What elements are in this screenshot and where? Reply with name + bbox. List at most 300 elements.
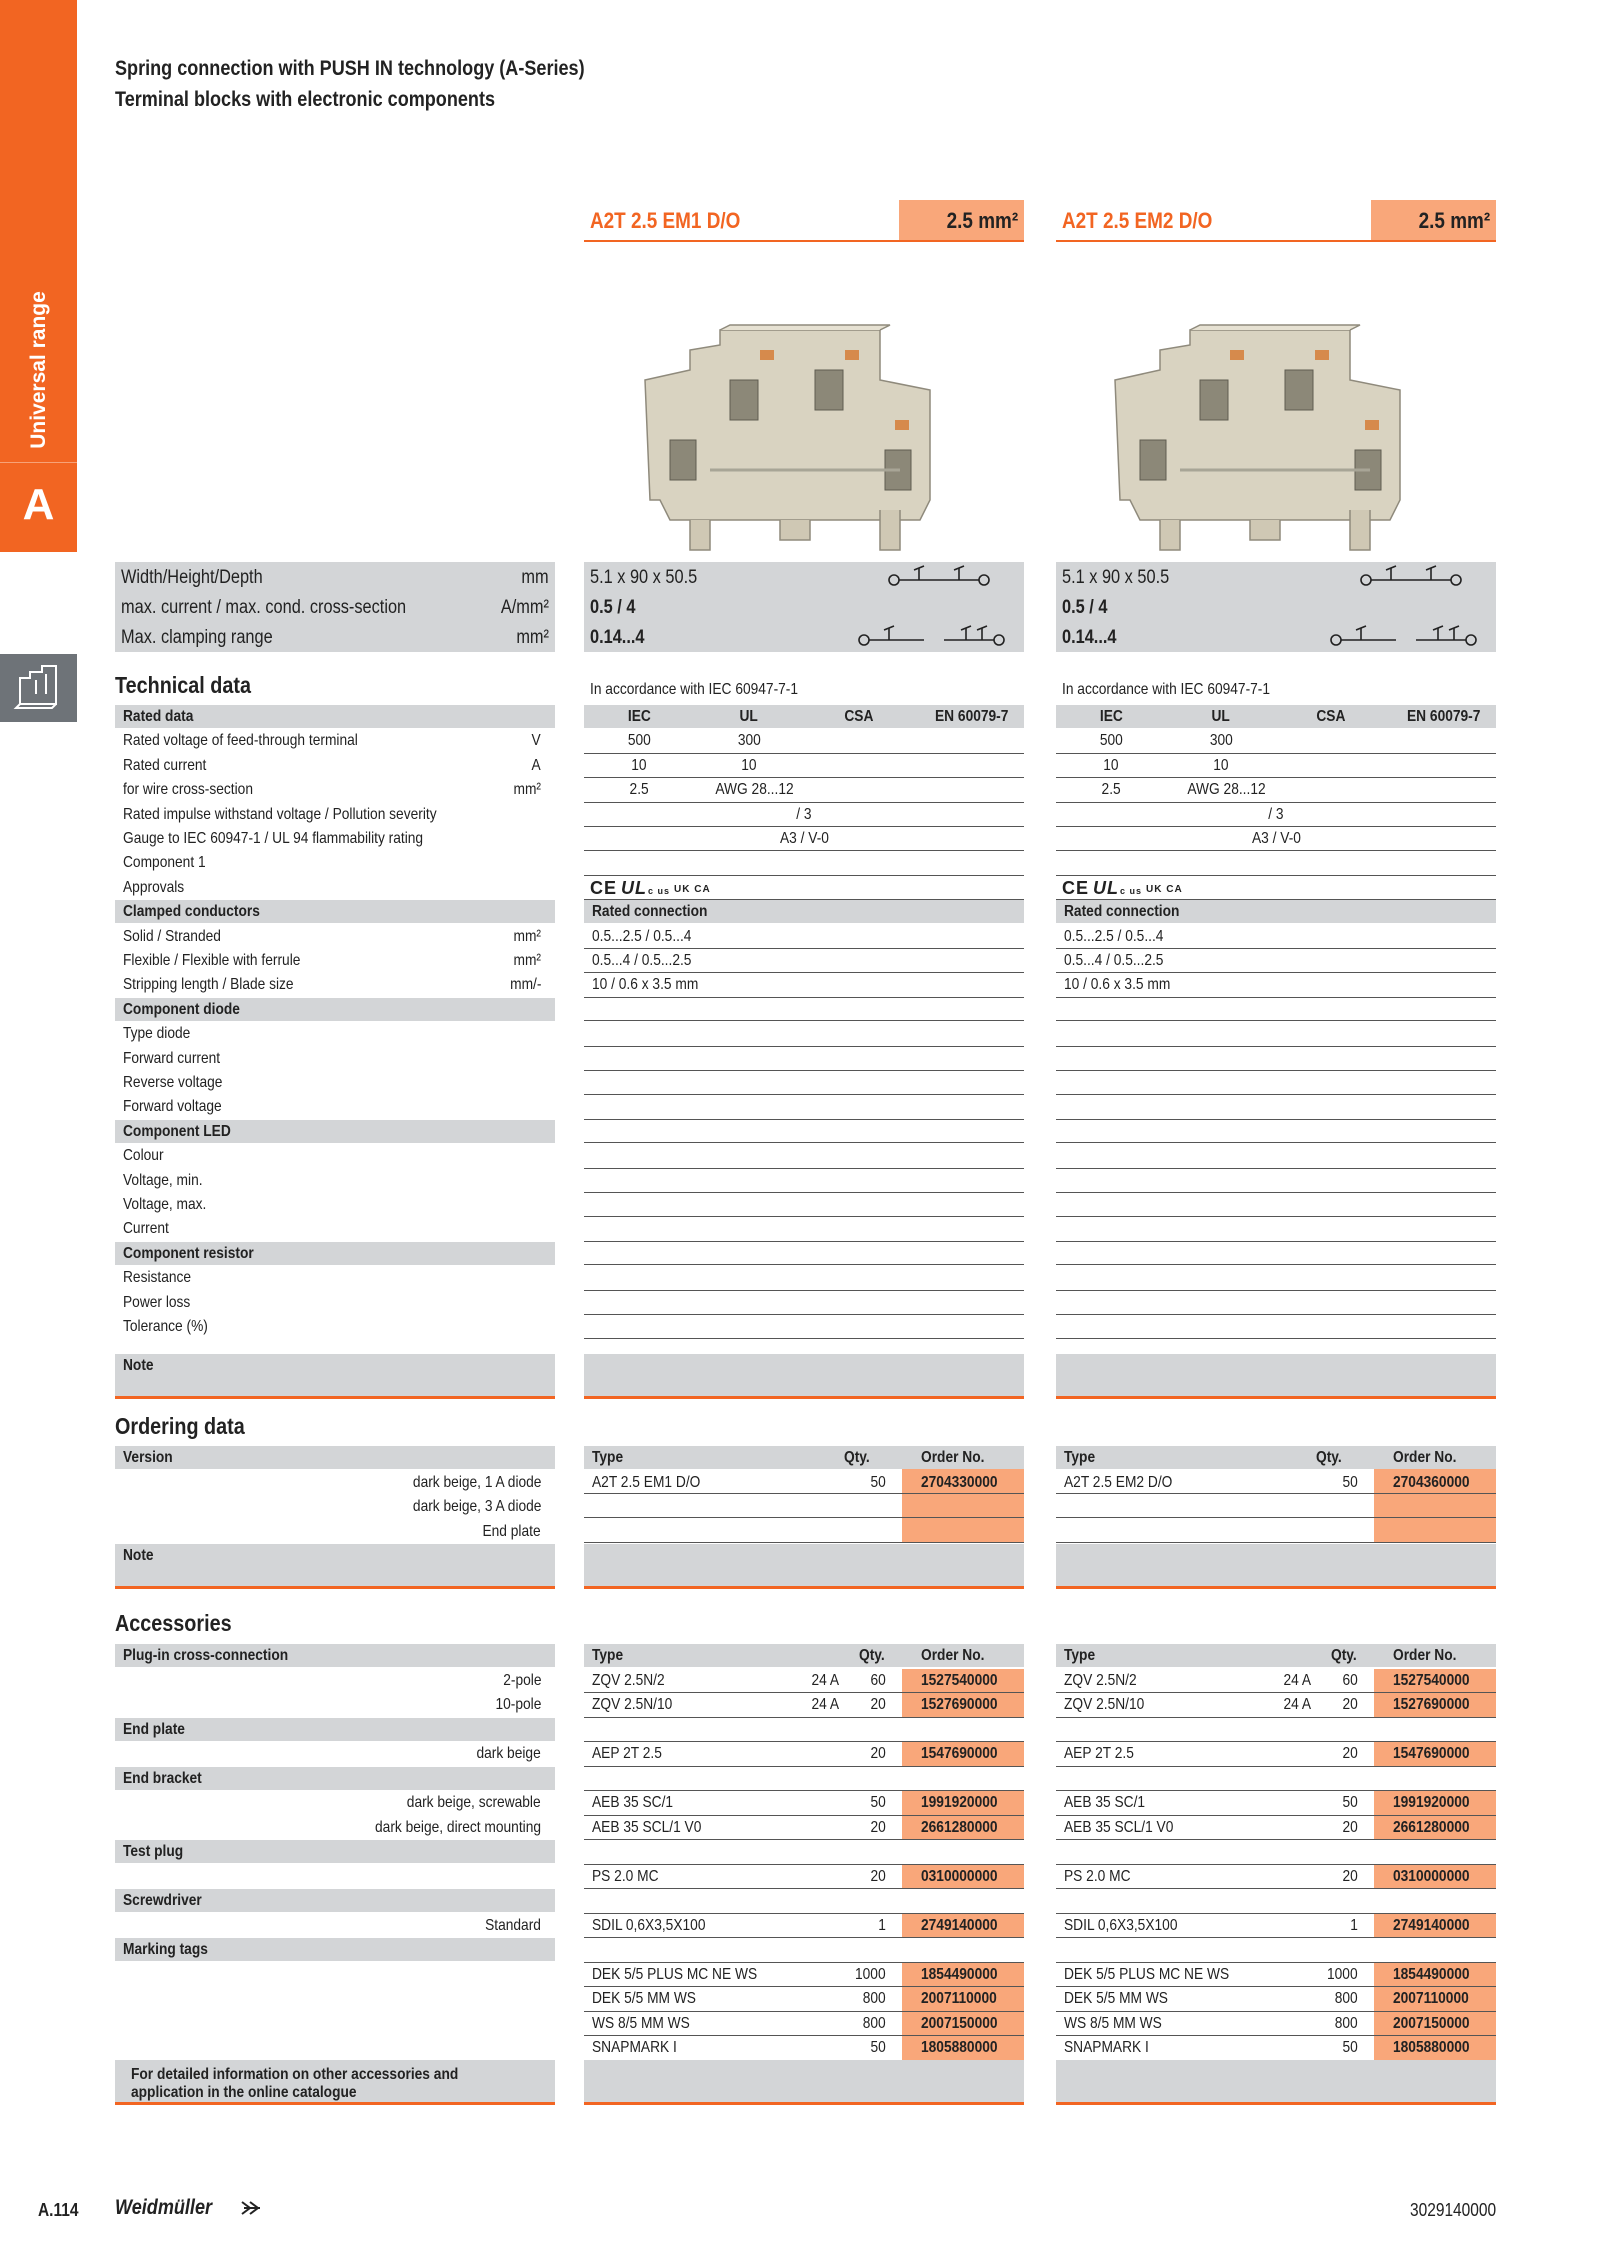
tech-row-label-label: Rated voltage of feed-through terminal bbox=[123, 732, 358, 750]
tech-section-header bbox=[115, 705, 555, 728]
sidebar-letter: A bbox=[22, 480, 55, 529]
acc-order-number-label: 2661280000 bbox=[921, 1818, 998, 1836]
tech-row-label-label: Rated current bbox=[123, 756, 207, 774]
spec-value-label: 0.14...4 bbox=[590, 627, 645, 648]
acc-qty-label: 20 bbox=[870, 1867, 886, 1885]
row-divider bbox=[584, 1314, 1024, 1315]
tech-row-unit bbox=[509, 928, 541, 946]
row-divider bbox=[1056, 1542, 1496, 1543]
order-number bbox=[921, 1474, 1010, 1492]
brand-logo: Weidmüller bbox=[115, 2196, 213, 2219]
acc-section-header bbox=[115, 1644, 555, 1667]
ul-small-mark: c us bbox=[1120, 885, 1143, 896]
acc-order-number-label: 1854490000 bbox=[1393, 1965, 1470, 1983]
tech-row-label-label: Gauge to IEC 60947-1 / UL 94 flammability rating bbox=[123, 830, 424, 847]
acc-order-number bbox=[921, 1745, 1010, 1763]
row-divider bbox=[1056, 1264, 1496, 1265]
span-value bbox=[1176, 830, 1376, 848]
row-divider bbox=[1056, 875, 1496, 876]
iec-value-label: 10 bbox=[631, 756, 647, 774]
rated-connection-value-label: 10 / 0.6 x 3.5 mm bbox=[592, 976, 699, 994]
acc-type bbox=[592, 1966, 784, 1984]
acc-section-header bbox=[115, 1840, 555, 1863]
order-type-label: A2T 2.5 EM2 D/O bbox=[1064, 1473, 1173, 1491]
tech-section-label: Clamped conductors bbox=[123, 903, 260, 921]
iec-value-label: 500 bbox=[627, 732, 651, 750]
ul-mark-icon: UL bbox=[1093, 877, 1120, 898]
acc-item-label bbox=[488, 1696, 541, 1714]
acc-order-number-label: 1991920000 bbox=[921, 1794, 998, 1811]
acc-type bbox=[592, 1868, 669, 1886]
ul-value bbox=[1181, 732, 1261, 750]
acc-amp bbox=[1279, 1672, 1311, 1690]
tech-row-label bbox=[123, 1050, 236, 1068]
acc-type-label: DEK 5/5 MM WS bbox=[1064, 1990, 1168, 2007]
row-divider bbox=[584, 1717, 1024, 1718]
order-col-orderno-label: Order No. bbox=[1393, 1449, 1457, 1466]
iec-value-label: 10 bbox=[1103, 756, 1119, 774]
acc-qty-label: 50 bbox=[1342, 1794, 1358, 1811]
acc-qty bbox=[859, 2015, 886, 2033]
acc-order-number bbox=[921, 1672, 1010, 1690]
acc-footer-note-text2: application in the online catalogue bbox=[131, 2084, 357, 2101]
acc-type-label: WS 8/5 MM WS bbox=[1064, 2014, 1162, 2032]
acc-order-number-label: 1805880000 bbox=[921, 2039, 998, 2056]
wiring-diagram-icon bbox=[854, 562, 1014, 652]
ukca-mark-icon: UK CA bbox=[1146, 884, 1183, 896]
acc-qty bbox=[1340, 1819, 1358, 1837]
row-divider bbox=[1056, 1888, 1496, 1889]
tech-section-header bbox=[115, 1120, 555, 1143]
tech-col-header-label: CSA bbox=[1316, 708, 1346, 725]
acc-type bbox=[592, 2015, 706, 2033]
acc-qty-label: 60 bbox=[870, 1671, 886, 1689]
acc-type-label: AEP 2T 2.5 bbox=[592, 1745, 662, 1762]
acc-amp bbox=[807, 1696, 839, 1714]
acc-order-number-label: 1805880000 bbox=[1393, 2039, 1470, 2056]
acc-qty bbox=[1340, 1794, 1358, 1812]
ce-mark-icon: CE bbox=[1062, 877, 1090, 898]
note-underline bbox=[1056, 2102, 1496, 2105]
acc-type bbox=[1064, 1745, 1145, 1763]
ul-value bbox=[1181, 757, 1261, 775]
acc-type bbox=[1064, 1917, 1196, 1935]
spec-label bbox=[121, 567, 286, 589]
span-value-label: A3 / V-0 bbox=[1251, 830, 1301, 847]
acc-qty-label: 50 bbox=[1342, 2039, 1358, 2056]
tech-row-label bbox=[123, 1196, 220, 1214]
product-header-2 bbox=[1056, 200, 1496, 242]
acc-item-label bbox=[385, 1794, 541, 1812]
acc-qty-label: 50 bbox=[870, 1794, 886, 1811]
acc-order-number bbox=[1393, 1917, 1482, 1935]
acc-order-number-label: 2007110000 bbox=[921, 1990, 997, 2007]
order-col-qty bbox=[1316, 1449, 1346, 1467]
acc-order-number bbox=[1393, 1745, 1482, 1763]
accordance-note-label: In accordance with IEC 60947-7-1 bbox=[1062, 681, 1271, 698]
acc-type-label: WS 8/5 MM WS bbox=[592, 2014, 690, 2032]
span-value bbox=[704, 830, 904, 848]
acc-type-label: AEB 35 SCL/1 V0 bbox=[1064, 1818, 1174, 1836]
ul-value bbox=[1181, 781, 1266, 799]
note-underline bbox=[115, 2102, 555, 2105]
acc-item-label-text: dark beige bbox=[476, 1745, 541, 1762]
acc-type-label: ZQV 2.5N/10 bbox=[1064, 1696, 1145, 1713]
rated-connection-header bbox=[584, 900, 1024, 923]
acc-order-number-label: 1527540000 bbox=[1393, 1671, 1470, 1689]
tech-row-unit-label: A bbox=[531, 756, 541, 774]
order-number bbox=[1393, 1474, 1482, 1492]
tech-row-label-label: Rated impulse withstand voltage / Pollution severity bbox=[123, 805, 437, 823]
acc-item-label bbox=[497, 1672, 541, 1690]
acc-item-label-text: Standard bbox=[485, 1916, 541, 1934]
acc-type bbox=[1064, 2039, 1163, 2057]
order-number-label: 2704330000 bbox=[921, 1473, 998, 1491]
iec-value bbox=[599, 781, 679, 799]
spec-unit bbox=[493, 597, 549, 619]
page-number: A.114 bbox=[38, 2200, 79, 2220]
acc-section-label: End bracket bbox=[123, 1769, 202, 1787]
row-divider bbox=[1056, 1216, 1496, 1217]
tech-row-label bbox=[123, 1025, 201, 1043]
order-col-qty-label: Qty. bbox=[844, 1449, 870, 1466]
acc-qty bbox=[1340, 1672, 1358, 1690]
acc-type-label: SDIL 0,6X3,5X100 bbox=[592, 1916, 706, 1934]
acc-order-number-label: 2661280000 bbox=[1393, 1818, 1470, 1836]
order-col-type bbox=[1064, 1449, 1100, 1467]
tech-row-label bbox=[123, 1172, 216, 1190]
row-divider bbox=[1056, 1717, 1496, 1718]
row-divider bbox=[584, 826, 1024, 827]
acc-order-number bbox=[921, 1966, 1010, 1984]
tech-row-unit-label: V bbox=[531, 732, 541, 750]
approvals-marks bbox=[590, 877, 711, 899]
acc-order-number bbox=[1393, 1868, 1482, 1886]
order-note-band bbox=[115, 1544, 555, 1586]
row-divider bbox=[584, 1070, 1024, 1071]
ul-value bbox=[709, 732, 789, 750]
page-heading-line1: Spring connection with PUSH IN technology (A-Series) bbox=[115, 57, 585, 80]
tech-row-label bbox=[123, 757, 220, 775]
accordance-note-label: In accordance with IEC 60947-7-1 bbox=[590, 681, 799, 698]
span-value bbox=[704, 806, 904, 824]
acc-qty-label: 800 bbox=[863, 2014, 886, 2032]
row-divider bbox=[1056, 1119, 1496, 1120]
row-divider bbox=[1056, 753, 1496, 754]
rated-connection-label: Rated connection bbox=[592, 903, 708, 921]
iec-value-label: 500 bbox=[1099, 732, 1123, 750]
acc-type-label: AEB 35 SC/1 bbox=[592, 1794, 674, 1811]
spec-value-label: 0.5 / 4 bbox=[590, 597, 636, 618]
acc-qty-label: 1 bbox=[878, 1916, 886, 1934]
acc-col-type bbox=[1064, 1647, 1100, 1665]
acc-col-qty-label: Qty. bbox=[1331, 1647, 1357, 1664]
order-col-type bbox=[592, 1449, 628, 1467]
rated-connection-value-label: 0.5...4 / 0.5...2.5 bbox=[592, 952, 692, 969]
row-divider bbox=[584, 875, 1024, 876]
acc-col-qty bbox=[859, 1647, 889, 1665]
tech-row-unit bbox=[530, 757, 541, 775]
order-note-band-product bbox=[584, 1544, 1024, 1586]
acc-type bbox=[1064, 1868, 1141, 1886]
row-divider bbox=[584, 1119, 1024, 1120]
tech-row-label-label: Colour bbox=[123, 1147, 164, 1165]
acc-qty-label: 800 bbox=[1335, 2014, 1358, 2032]
tech-col-header-label: EN 60079-7 bbox=[1406, 708, 1481, 725]
acc-qty-label: 20 bbox=[1342, 1696, 1358, 1713]
acc-order-number bbox=[1393, 1819, 1482, 1837]
acc-col-orderno bbox=[1393, 1647, 1467, 1665]
acc-type bbox=[1064, 1794, 1158, 1812]
acc-footer-band-product bbox=[584, 2060, 1024, 2102]
spec-value bbox=[1062, 567, 1187, 589]
tech-row-unit bbox=[509, 781, 541, 799]
tech-col-header bbox=[1181, 708, 1261, 726]
span-value-label: / 3 bbox=[796, 805, 812, 823]
tech-row-unit-label: mm/- bbox=[509, 976, 541, 994]
ce-mark-icon: CE bbox=[590, 877, 618, 898]
acc-amp-label: 24 A bbox=[1283, 1671, 1311, 1689]
spec-value-label: 0.5 / 4 bbox=[1062, 597, 1108, 618]
tech-row-label-label: Stripping length / Blade size bbox=[123, 976, 294, 994]
ul-value bbox=[709, 781, 794, 799]
tech-section-label: Component resistor bbox=[123, 1244, 254, 1262]
acc-type bbox=[592, 1990, 713, 2008]
acc-qty-label: 20 bbox=[1342, 1818, 1358, 1836]
iec-value bbox=[1071, 781, 1151, 799]
row-divider bbox=[1056, 826, 1496, 827]
tech-row-unit bbox=[530, 732, 541, 750]
acc-qty-label: 20 bbox=[1342, 1745, 1358, 1762]
acc-item-label-text: 10-pole bbox=[495, 1696, 541, 1713]
ul-value-label: 300 bbox=[1209, 732, 1233, 750]
order-col-qty-label: Qty. bbox=[1316, 1449, 1342, 1466]
tech-col-header bbox=[709, 708, 789, 726]
order-note-label: Note bbox=[123, 1547, 154, 1564]
spec-label-label: Max. clamping range bbox=[121, 627, 273, 648]
acc-section-header bbox=[115, 1889, 555, 1912]
spec-unit bbox=[517, 567, 549, 589]
row-divider bbox=[1056, 1192, 1496, 1193]
row-divider bbox=[584, 997, 1024, 998]
acc-order-number-label: 0310000000 bbox=[921, 1867, 998, 1885]
order-col-type-label: Type bbox=[592, 1449, 624, 1466]
span-value-label: / 3 bbox=[1268, 805, 1284, 823]
acc-amp bbox=[807, 1672, 839, 1690]
acc-col-qty bbox=[1331, 1647, 1361, 1665]
acc-type-label: AEB 35 SC/1 bbox=[1064, 1794, 1146, 1811]
tech-row-label-label: Tolerance (%) bbox=[123, 1318, 208, 1335]
acc-type bbox=[592, 1794, 686, 1812]
acc-amp-label: 24 A bbox=[811, 1671, 839, 1689]
note-underline bbox=[584, 1396, 1024, 1399]
tech-row-label bbox=[123, 1074, 239, 1092]
row-divider bbox=[584, 1264, 1024, 1265]
acc-qty-label: 1000 bbox=[1327, 1965, 1358, 1983]
tech-row-label bbox=[123, 976, 321, 994]
acc-section-label: Marking tags bbox=[123, 1941, 208, 1958]
accordance-note bbox=[590, 681, 832, 699]
row-divider bbox=[1056, 948, 1496, 949]
sidebar-range-label: Universal range bbox=[26, 291, 50, 449]
row-divider bbox=[1056, 1766, 1496, 1767]
acc-type-label: ZQV 2.5N/10 bbox=[592, 1696, 673, 1713]
iec-value-label: 2.5 bbox=[629, 781, 649, 799]
tech-row-unit-label: mm² bbox=[513, 952, 541, 969]
row-divider bbox=[1056, 1070, 1496, 1071]
rated-connection-value bbox=[592, 952, 708, 970]
row-divider bbox=[584, 1241, 1024, 1242]
acc-order-number-label: 1547690000 bbox=[921, 1745, 998, 1762]
row-divider bbox=[1056, 1517, 1496, 1518]
acc-order-number-label: 2007150000 bbox=[921, 2014, 998, 2032]
acc-qty-label: 20 bbox=[1342, 1867, 1358, 1885]
acc-section-label: Screwdriver bbox=[123, 1892, 202, 1909]
tech-row-label bbox=[123, 732, 396, 750]
tech-row-label-label: Component 1 bbox=[123, 854, 206, 872]
acc-section-header bbox=[115, 1767, 555, 1790]
rated-connection-value bbox=[592, 928, 708, 946]
iec-value bbox=[1071, 757, 1151, 775]
tech-row-label bbox=[123, 1269, 202, 1287]
spec-value-label: 5.1 x 90 x 50.5 bbox=[590, 567, 698, 588]
row-divider bbox=[584, 1168, 1024, 1169]
row-divider bbox=[584, 777, 1024, 778]
tech-row-unit bbox=[505, 976, 541, 994]
acc-order-number bbox=[1393, 1696, 1482, 1714]
acc-qty bbox=[868, 1868, 886, 1886]
acc-qty-label: 50 bbox=[870, 2039, 886, 2056]
row-divider bbox=[584, 1192, 1024, 1193]
rated-connection-value-label: 0.5...2.5 / 0.5...4 bbox=[1064, 927, 1164, 945]
spec-label-label: Width/Height/Depth bbox=[121, 567, 263, 588]
acc-order-number-label: 2749140000 bbox=[1393, 1916, 1470, 1934]
acc-type-label: SNAPMARK I bbox=[1064, 2039, 1149, 2056]
accessories-title: Accessories bbox=[115, 1610, 232, 1636]
ul-value-label: AWG 28...12 bbox=[1187, 781, 1266, 799]
ul-value-label: 300 bbox=[737, 732, 761, 750]
acc-order-number-label: 0310000000 bbox=[1393, 1867, 1470, 1885]
tech-col-header bbox=[1401, 708, 1481, 726]
product-name: A2T 2.5 EM1 D/O bbox=[590, 208, 741, 233]
acc-col-orderno-label: Order No. bbox=[921, 1647, 985, 1664]
acc-qty bbox=[859, 1990, 886, 2008]
tech-row-label-label: Current bbox=[123, 1220, 169, 1238]
version-item-label: dark beige, 1 A diode bbox=[412, 1473, 541, 1491]
spec-value bbox=[590, 627, 653, 649]
rated-connection-value bbox=[1064, 952, 1180, 970]
acc-order-number-label: 2749140000 bbox=[921, 1916, 998, 1934]
row-divider bbox=[584, 948, 1024, 949]
iec-value bbox=[599, 757, 679, 775]
acc-order-number bbox=[921, 1794, 1010, 1812]
brand-mark-icon bbox=[240, 2198, 262, 2223]
acc-amp-label: 24 A bbox=[811, 1696, 839, 1713]
row-divider bbox=[1056, 1290, 1496, 1291]
acc-item-label-text: dark beige, direct mounting bbox=[375, 1818, 541, 1836]
tech-col-header bbox=[599, 708, 679, 726]
acc-type bbox=[1064, 1990, 1185, 2008]
row-divider bbox=[584, 972, 1024, 973]
note-underline bbox=[1056, 1396, 1496, 1399]
row-divider bbox=[584, 1542, 1024, 1543]
acc-qty bbox=[850, 1966, 886, 1984]
order-col-qty bbox=[844, 1449, 874, 1467]
rated-connection-header bbox=[1056, 900, 1496, 923]
row-divider bbox=[584, 753, 1024, 754]
acc-order-number bbox=[921, 2039, 1010, 2057]
acc-section-label: Plug-in cross-connection bbox=[123, 1647, 289, 1664]
iec-value bbox=[599, 732, 679, 750]
tech-col-header-label: EN 60079-7 bbox=[934, 708, 1009, 725]
wiring-diagram-icon bbox=[1326, 562, 1486, 652]
spec-value bbox=[590, 567, 715, 589]
version-label: Version bbox=[123, 1449, 173, 1466]
acc-order-number-label: 1527690000 bbox=[1393, 1696, 1470, 1713]
tech-row-label-label: Voltage, min. bbox=[123, 1171, 203, 1189]
row-divider bbox=[1056, 777, 1496, 778]
order-type-label: A2T 2.5 EM1 D/O bbox=[592, 1473, 701, 1491]
row-divider bbox=[1056, 850, 1496, 851]
tech-row-label-label: for wire cross-section bbox=[123, 781, 253, 799]
version-item-label: End plate bbox=[482, 1522, 541, 1540]
acc-type bbox=[1064, 1819, 1191, 1837]
row-divider bbox=[1056, 972, 1496, 973]
acc-order-number-label: 1527690000 bbox=[921, 1696, 998, 1713]
acc-item-label bbox=[466, 1745, 541, 1763]
tech-row-label bbox=[123, 806, 488, 824]
acc-qty bbox=[1340, 1868, 1358, 1886]
technical-data-title: Technical data bbox=[115, 672, 251, 698]
acc-type bbox=[592, 1917, 724, 1935]
row-divider bbox=[584, 850, 1024, 851]
tech-row-label-label: Forward current bbox=[123, 1049, 221, 1067]
acc-order-number bbox=[1393, 2039, 1482, 2057]
acc-type bbox=[592, 1819, 719, 1837]
version-item-label: dark beige, 3 A diode bbox=[412, 1498, 541, 1515]
spec-unit-label: mm² bbox=[516, 627, 549, 648]
acc-order-number-label: 2007150000 bbox=[1393, 2014, 1470, 2032]
approvals-marks bbox=[1062, 877, 1183, 899]
tech-row-unit-label: mm² bbox=[513, 781, 541, 799]
acc-type-label: ZQV 2.5N/2 bbox=[592, 1671, 665, 1689]
tech-row-label bbox=[123, 830, 472, 848]
acc-order-number-label: 1854490000 bbox=[921, 1965, 998, 1983]
tech-col-header-label: IEC bbox=[1099, 708, 1123, 725]
rated-connection-value-label: 0.5...4 / 0.5...2.5 bbox=[1064, 952, 1164, 969]
acc-amp bbox=[1279, 1696, 1311, 1714]
row-divider bbox=[1056, 1168, 1496, 1169]
order-note-band-product bbox=[1056, 1544, 1496, 1586]
row-divider bbox=[584, 1020, 1024, 1021]
order-col-orderno-label: Order No. bbox=[921, 1449, 985, 1466]
ul-value-label: 10 bbox=[1213, 756, 1229, 774]
tech-col-header-label: UL bbox=[739, 708, 759, 725]
tech-row-label bbox=[123, 1294, 201, 1312]
order-qty-label: 50 bbox=[1342, 1473, 1358, 1491]
acc-order-number bbox=[1393, 1990, 1481, 2008]
order-col-orderno bbox=[921, 1449, 995, 1467]
acc-col-type bbox=[592, 1647, 628, 1665]
acc-qty-label: 20 bbox=[870, 1818, 886, 1836]
sidebar-divider bbox=[0, 462, 77, 463]
acc-section-label: Test plug bbox=[123, 1843, 184, 1860]
tech-row-label-label: Reverse voltage bbox=[123, 1074, 223, 1091]
tech-row-label-label: Resistance bbox=[123, 1269, 192, 1287]
tech-section-header bbox=[115, 1242, 555, 1265]
acc-type bbox=[592, 1696, 685, 1714]
row-divider bbox=[584, 1216, 1024, 1217]
